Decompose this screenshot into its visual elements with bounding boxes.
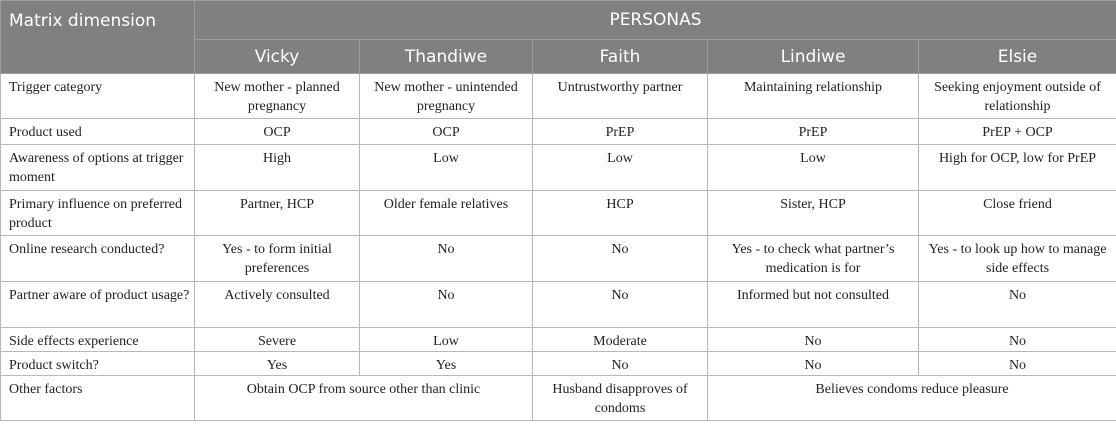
row-label: Partner aware of product usage? xyxy=(1,282,195,328)
table-row-side-effects xyxy=(1,328,1116,352)
table-cell: No xyxy=(919,328,1116,352)
table-cell: Informed but not consulted xyxy=(708,282,919,328)
table-cell: No xyxy=(533,282,708,328)
table-cell: No xyxy=(919,282,1116,328)
table-cell: Maintaining relationship xyxy=(708,74,919,119)
persona-header-lindiwe: Lindiwe xyxy=(708,40,919,74)
row-label: Product used xyxy=(1,119,195,145)
table-cell: PrEP + OCP xyxy=(919,119,1116,145)
table-cell-merged: Believes condoms reduce pleasure xyxy=(708,376,1116,421)
table-row-product-used xyxy=(1,119,1116,145)
persona-header-vicky: Vicky xyxy=(195,40,360,74)
table-cell: High xyxy=(195,145,360,191)
table-cell: PrEP xyxy=(708,119,919,145)
table-cell: Actively consulted xyxy=(195,282,360,328)
table-cell: No xyxy=(919,352,1116,376)
table-cell: Yes - to form initial preferences xyxy=(195,236,360,282)
table-row-other-factors xyxy=(1,376,1116,421)
table-row-primary-influence xyxy=(1,191,1116,236)
table-cell: New mother - unintended pregnancy xyxy=(360,74,533,119)
persona-header-faith: Faith xyxy=(533,40,708,74)
table-cell: High for OCP, low for PrEP xyxy=(919,145,1116,191)
table-cell: New mother - planned pregnancy xyxy=(195,74,360,119)
table-cell: Low xyxy=(533,145,708,191)
table-cell-merged: Obtain OCP from source other than clinic xyxy=(195,376,533,421)
table-cell: Yes - to check what partner’s medication is for xyxy=(708,236,919,282)
table-cell: No xyxy=(533,352,708,376)
table-cell: Low xyxy=(360,145,533,191)
table-cell: Close friend xyxy=(919,191,1116,236)
persona-header-thandiwe: Thandiwe xyxy=(360,40,533,74)
row-label: Side effects experience xyxy=(1,328,195,352)
table-cell: Yes xyxy=(360,352,533,376)
row-label: Product switch? xyxy=(1,352,195,376)
table-row-partner-aware xyxy=(1,282,1116,328)
table-cell: Partner, HCP xyxy=(195,191,360,236)
personas-group-header: PERSONAS xyxy=(195,1,1116,40)
row-label: Online research conducted? xyxy=(1,236,195,282)
persona-header-elsie: Elsie xyxy=(919,40,1116,74)
table-row-awareness xyxy=(1,145,1116,191)
table-cell: OCP xyxy=(360,119,533,145)
corner-header: Matrix dimension xyxy=(1,1,195,74)
table-row-product-switch xyxy=(1,352,1116,376)
table-cell: Yes xyxy=(195,352,360,376)
row-label: Trigger category xyxy=(1,74,195,119)
row-label: Other factors xyxy=(1,376,195,421)
table-cell: Sister, HCP xyxy=(708,191,919,236)
row-label: Awareness of options at trigger moment xyxy=(1,145,195,191)
table-cell: Moderate xyxy=(533,328,708,352)
table-cell: No xyxy=(360,236,533,282)
table-row-trigger-category xyxy=(1,74,1116,119)
table-cell: PrEP xyxy=(533,119,708,145)
table-cell: Severe xyxy=(195,328,360,352)
table-cell: No xyxy=(360,282,533,328)
table-cell: No xyxy=(708,352,919,376)
table-cell: Low xyxy=(360,328,533,352)
table-cell: Seeking enjoyment outside of relationship xyxy=(919,74,1116,119)
table-cell: Untrustworthy partner xyxy=(533,74,708,119)
table-cell: OCP xyxy=(195,119,360,145)
table-cell: Husband disapproves of condoms xyxy=(533,376,708,421)
header-row-group xyxy=(1,1,1116,40)
table-cell: No xyxy=(533,236,708,282)
table-row-online-research xyxy=(1,236,1116,282)
table-cell: No xyxy=(708,328,919,352)
table-cell: Low xyxy=(708,145,919,191)
table-cell: Yes - to look up how to manage side effects xyxy=(919,236,1116,282)
table-cell: HCP xyxy=(533,191,708,236)
table-cell: Older female relatives xyxy=(360,191,533,236)
row-label: Primary influence on preferred product xyxy=(1,191,195,236)
